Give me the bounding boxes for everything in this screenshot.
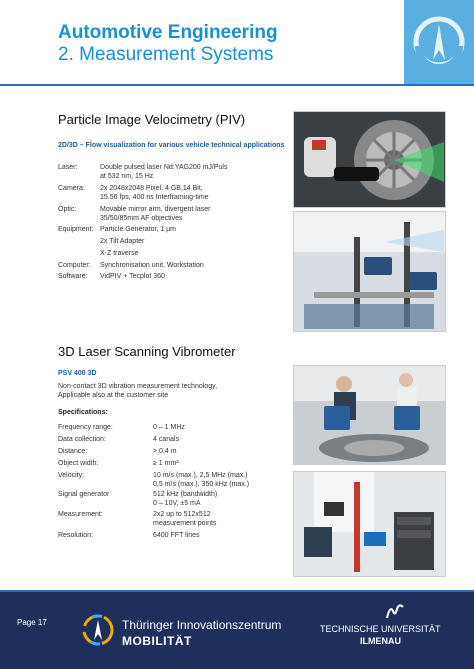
header-divider bbox=[0, 84, 474, 86]
spec-value: 2x Tilt Adapter bbox=[100, 238, 145, 245]
vibro-title: 3D Laser Scanning Vibrometer bbox=[58, 344, 236, 359]
vibro-description: Non-contact 3D vibration measurement technology, Applicable also at the customer site bbox=[58, 383, 218, 399]
spec-label: Camera: bbox=[58, 185, 85, 192]
vibro-lab-photo bbox=[293, 471, 446, 577]
spec-value: Particle Generator, 1 µm bbox=[100, 226, 177, 233]
spec-label: Measurement: bbox=[58, 511, 103, 518]
spec-value: Synchronisation unit, Workstation bbox=[100, 262, 204, 269]
vibro-subtitle: PSV 400 3D bbox=[58, 370, 97, 377]
spec-label: Velocity: bbox=[58, 472, 85, 479]
vibro-specs-heading: Specifications: bbox=[58, 409, 108, 416]
spec-value: 2x2 up to 512x512 measurement points bbox=[153, 511, 217, 527]
tu-city: ILMENAU bbox=[360, 636, 401, 646]
spec-label: Optic: bbox=[58, 206, 77, 213]
tu-name: TECHNISCHE UNIVERSITÄT bbox=[320, 624, 441, 634]
spec-label: Data collection: bbox=[58, 436, 106, 443]
spec-value: 0 – 1 MHz bbox=[153, 424, 185, 431]
vibro-people-photo bbox=[293, 365, 446, 465]
spec-label: Equipment: bbox=[58, 226, 94, 233]
spec-value: VidPIV + Tecplot 360 bbox=[100, 273, 165, 280]
spec-label: Software: bbox=[58, 273, 88, 280]
page-number: Page 17 bbox=[17, 618, 47, 627]
header-title: Automotive Engineering bbox=[58, 22, 278, 43]
tiz-logo-icon bbox=[80, 612, 116, 648]
spec-value: 10 m/s (max.), 2,5 MHz (max.) 0,5 m/s (max.), 350 kHz (max.) bbox=[153, 472, 250, 488]
spec-value: 4 canals bbox=[153, 436, 180, 443]
spec-label: Object width: bbox=[58, 460, 99, 467]
spec-value: 512 kHz (bandwidth) 0 – 10V, ±5 mA bbox=[153, 491, 218, 507]
spec-label: Laser: bbox=[58, 164, 78, 171]
spec-value: 2x 2048x2048 Pixel, 4 GB,14 Bit, 15.56 fps, 400 ns Interframing-time bbox=[100, 185, 209, 201]
spec-value: ≥ 1 mm² bbox=[153, 460, 179, 467]
header-subtitle: 2. Measurement Systems bbox=[58, 44, 274, 65]
spec-value: Movable mirror arm, divergent laser 35/50/85mm AF objectives bbox=[100, 206, 211, 222]
spec-label: Resolution: bbox=[58, 532, 94, 539]
spec-value: Double pulsed laser Nd:YAG200 mJ/Puls at 532 nm, 15 Hz bbox=[100, 164, 228, 180]
tu-ilmenau-logo-icon bbox=[384, 603, 406, 621]
tiz-mobility: MOBILITÄT bbox=[122, 634, 192, 648]
page-header bbox=[0, 0, 474, 84]
tiz-logo-icon bbox=[404, 0, 474, 84]
header-logo bbox=[404, 0, 474, 84]
spec-value: > 0,4 m bbox=[153, 448, 177, 455]
tiz-name: Thüringer Innovationszentrum bbox=[122, 618, 282, 632]
piv-subtitle: 2D/3D – Flow visualization for various vehicle technical applications bbox=[58, 142, 285, 149]
piv-setup-photo bbox=[293, 211, 446, 332]
piv-title: Particle Image Velocimetry (PIV) bbox=[58, 112, 246, 127]
spec-label: Computer: bbox=[58, 262, 91, 269]
spec-label: Frequency range: bbox=[58, 424, 113, 431]
spec-value: 6400 FFT lines bbox=[153, 532, 200, 539]
spec-label: Distance: bbox=[58, 448, 88, 455]
piv-wheel-photo bbox=[293, 111, 446, 208]
spec-label: Signal generator bbox=[58, 491, 110, 498]
spec-value: X-Z traverse bbox=[100, 250, 139, 257]
